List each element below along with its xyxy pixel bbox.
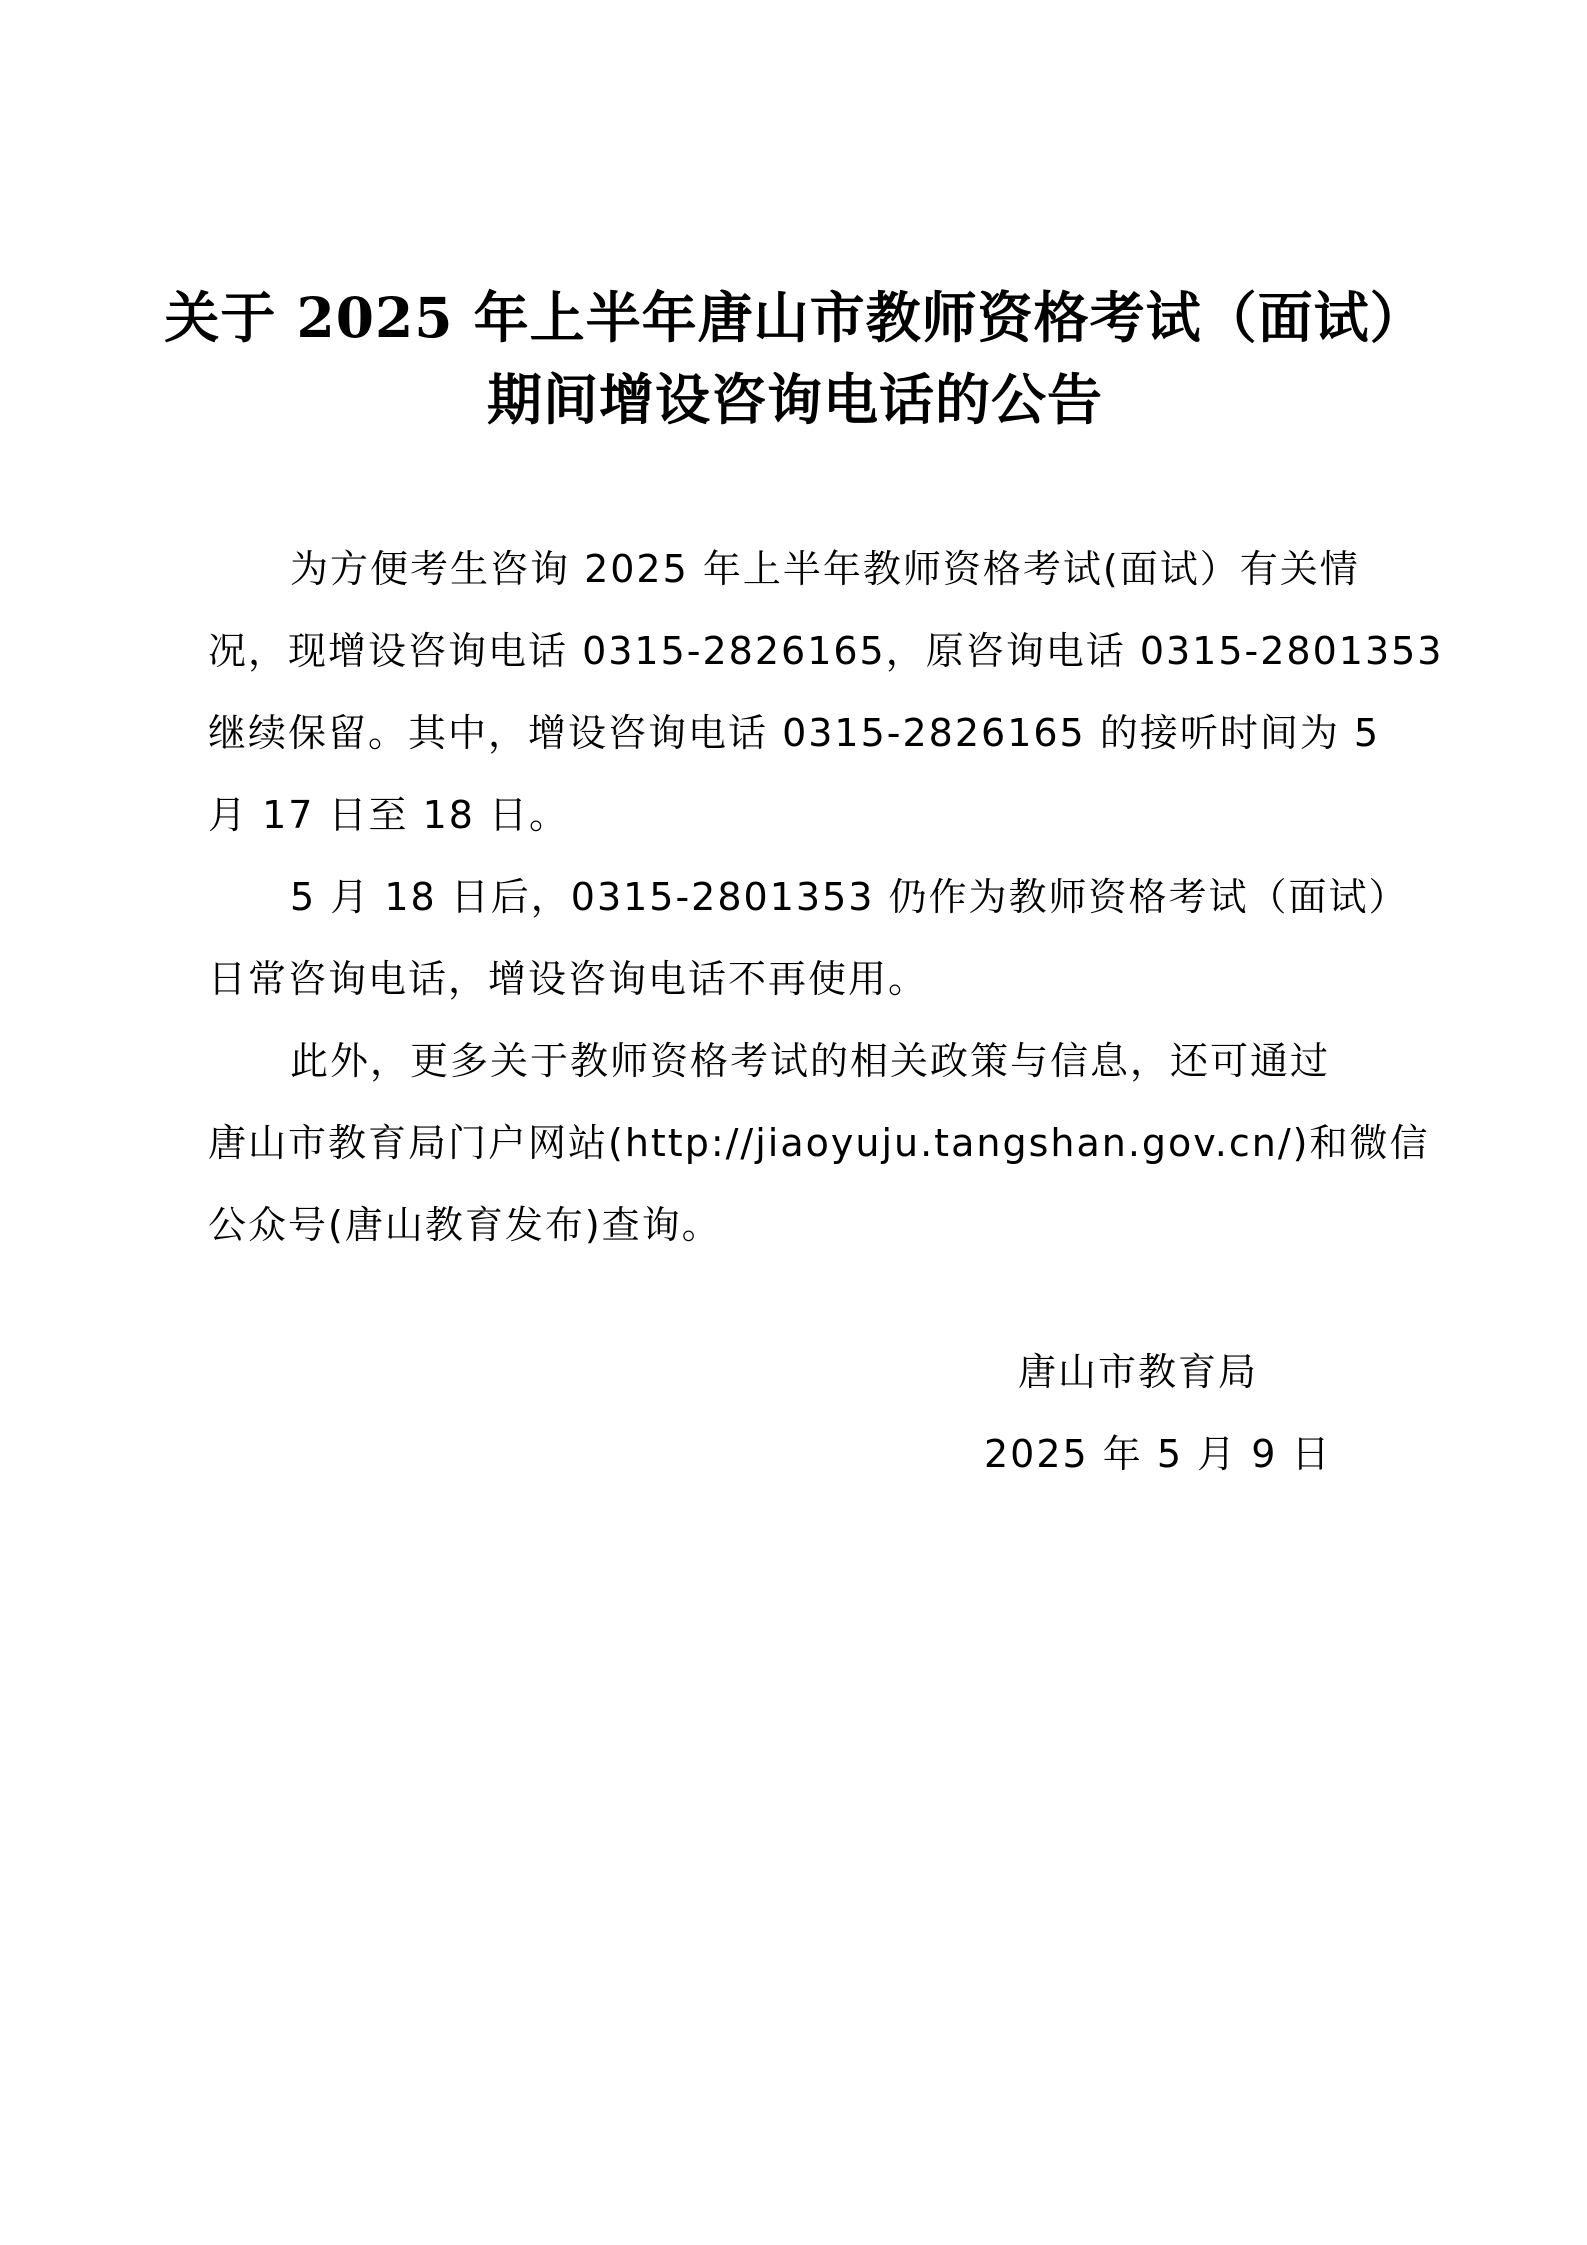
document-title-line-1: 关于 2025 年上半年唐山市教师资格考试（面试） — [164, 285, 1426, 350]
paragraph-1-line-2: 况，现增设咨询电话 0315-2826165，原咨询电话 0315-2801353 — [208, 629, 1444, 673]
paragraph-3-line-3: 公众号(唐山教育发布)查询。 — [208, 1203, 722, 1247]
paragraph-2-line-2: 日常咨询电话，增设咨询电话不再使用。 — [208, 957, 929, 1001]
paragraph-3-line-1: 此外，更多关于教师资格考试的相关政策与信息，还可通过 — [290, 1039, 1331, 1083]
paragraph-3-line-2: 唐山市教育局门户网站(http://jiaoyuju.tangshan.gov.cn/)和微信 — [208, 1121, 1430, 1165]
signature-organization: 唐山市教育局 — [1018, 1350, 1259, 1394]
paragraph-1-line-3: 继续保留。其中，增设咨询电话 0315-2826165 的接听时间为 5 — [208, 711, 1381, 755]
signature-date: 2025 年 5 月 9 日 — [984, 1432, 1332, 1476]
paragraph-2-line-1: 5 月 18 日后，0315-2801353 仍作为教师资格考试（面试） — [290, 875, 1409, 919]
paragraph-1-line-4: 月 17 日至 18 日。 — [208, 793, 570, 837]
document-title-line-2: 期间增设咨询电话的公告 — [486, 367, 1103, 432]
paragraph-1-line-1: 为方便考生咨询 2025 年上半年教师资格考试(面试）有关情 — [290, 547, 1360, 591]
